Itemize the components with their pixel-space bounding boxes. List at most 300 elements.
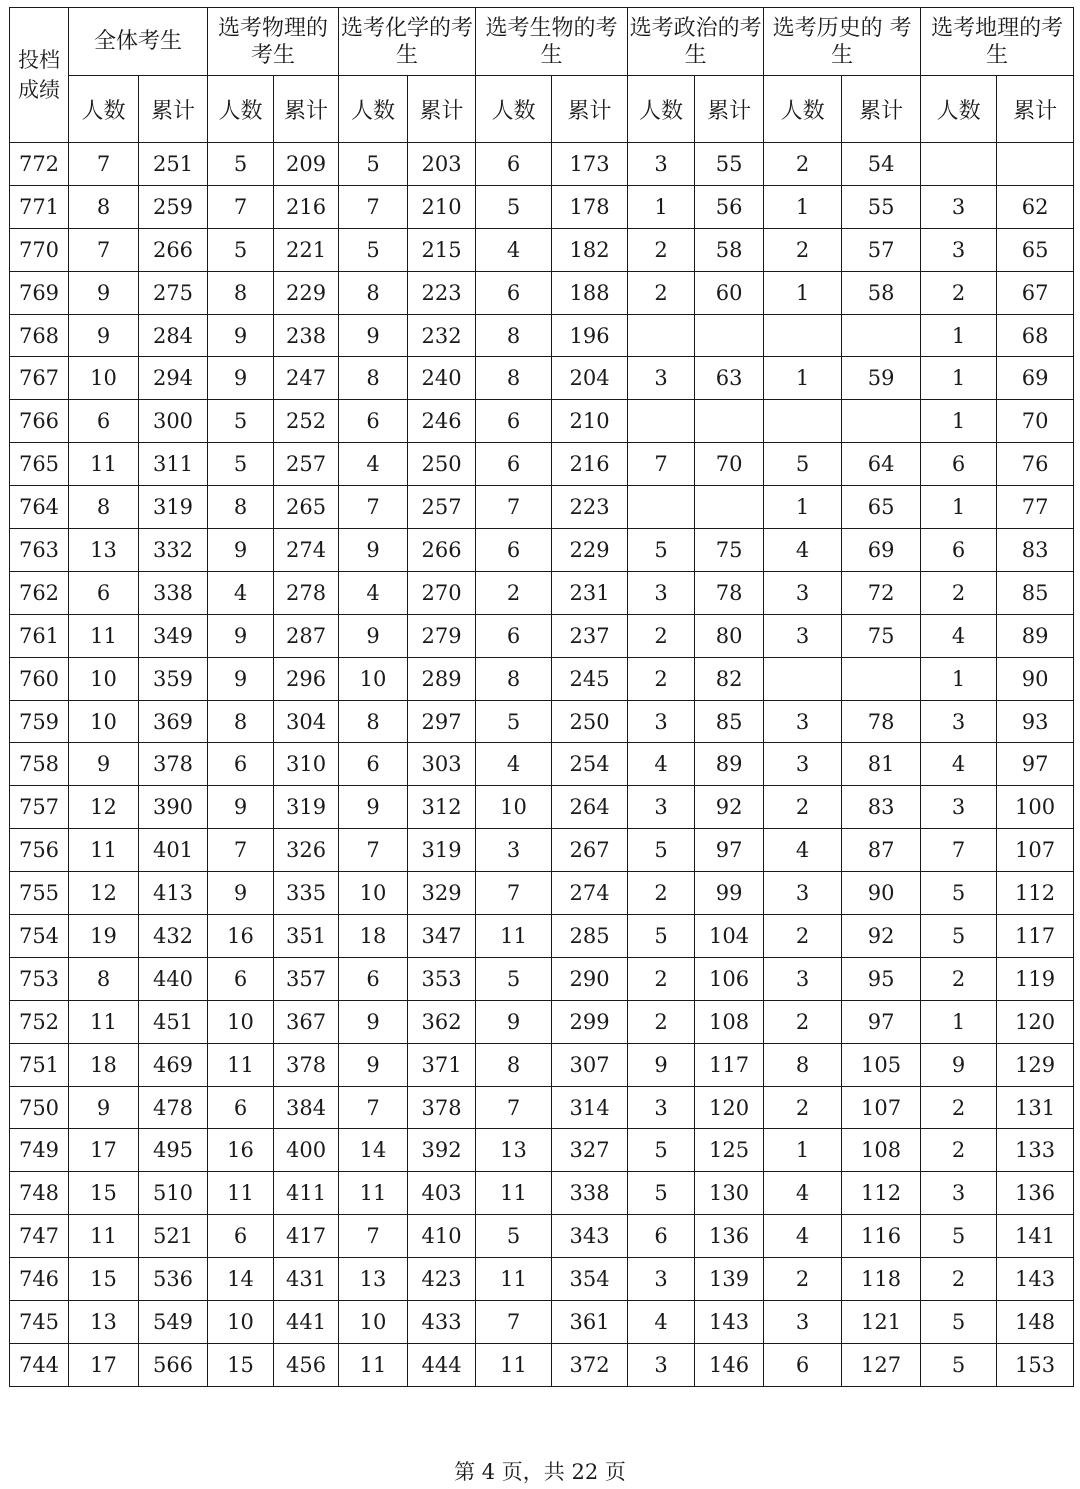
table-row xyxy=(10,1000,1074,1043)
count-cell: 7 xyxy=(339,829,408,872)
table-row xyxy=(10,786,1074,829)
cumulative-cell: 116 xyxy=(842,1215,921,1258)
count-cell: 11 xyxy=(476,1258,552,1301)
cumulative-cell: 303 xyxy=(408,743,476,786)
cumulative-cell: 329 xyxy=(408,872,476,915)
cumulative-header: 累计 xyxy=(408,76,476,143)
cumulative-header: 累计 xyxy=(552,76,628,143)
cumulative-cell: 310 xyxy=(274,743,339,786)
cumulative-cell: 270 xyxy=(408,571,476,614)
cumulative-cell: 432 xyxy=(139,915,208,958)
score-cell: 768 xyxy=(10,314,69,357)
count-cell: 9 xyxy=(208,529,274,572)
count-cell: 11 xyxy=(476,915,552,958)
count-cell: 5 xyxy=(208,143,274,186)
group-header-chemistry: 选考化学的考生 xyxy=(339,8,476,76)
cumulative-cell: 372 xyxy=(552,1343,628,1386)
count-cell: 2 xyxy=(628,614,695,657)
cumulative-cell: 70 xyxy=(997,400,1074,443)
cumulative-cell: 133 xyxy=(997,1129,1074,1172)
score-cell: 746 xyxy=(10,1258,69,1301)
cumulative-cell: 238 xyxy=(274,314,339,357)
cumulative-cell: 278 xyxy=(274,571,339,614)
cumulative-cell: 451 xyxy=(139,1000,208,1043)
count-cell: 5 xyxy=(339,228,408,271)
cumulative-cell: 357 xyxy=(274,957,339,1000)
count-cell: 13 xyxy=(69,1301,139,1344)
score-cell: 750 xyxy=(10,1086,69,1129)
group-header-biology: 选考生物的考生 xyxy=(476,8,628,76)
score-cell: 760 xyxy=(10,657,69,700)
cumulative-cell: 131 xyxy=(997,1086,1074,1129)
cumulative-cell: 215 xyxy=(408,228,476,271)
count-cell: 7 xyxy=(208,829,274,872)
cumulative-cell: 294 xyxy=(139,357,208,400)
cumulative-cell: 97 xyxy=(695,829,764,872)
count-cell: 5 xyxy=(921,1343,997,1386)
cumulative-cell: 221 xyxy=(274,228,339,271)
cumulative-cell: 87 xyxy=(842,829,921,872)
cumulative-cell: 347 xyxy=(408,915,476,958)
count-cell: 6 xyxy=(476,143,552,186)
cumulative-cell: 75 xyxy=(842,614,921,657)
table-row xyxy=(10,357,1074,400)
count-cell: 14 xyxy=(339,1129,408,1172)
count-cell: 4 xyxy=(476,228,552,271)
cumulative-cell xyxy=(842,657,921,700)
count-cell: 4 xyxy=(339,571,408,614)
cumulative-cell: 566 xyxy=(139,1343,208,1386)
table-row xyxy=(10,185,1074,228)
count-cell: 10 xyxy=(69,657,139,700)
cumulative-cell: 478 xyxy=(139,1086,208,1129)
cumulative-cell: 72 xyxy=(842,571,921,614)
cumulative-cell: 254 xyxy=(552,743,628,786)
count-cell: 1 xyxy=(764,1129,842,1172)
cumulative-cell: 299 xyxy=(552,1000,628,1043)
count-cell: 1 xyxy=(764,185,842,228)
cumulative-cell: 349 xyxy=(139,614,208,657)
score-cell: 763 xyxy=(10,529,69,572)
cumulative-cell: 444 xyxy=(408,1343,476,1386)
score-cell: 769 xyxy=(10,271,69,314)
cumulative-cell: 274 xyxy=(552,872,628,915)
count-cell: 9 xyxy=(476,1000,552,1043)
cumulative-cell: 240 xyxy=(408,357,476,400)
count-cell: 5 xyxy=(628,915,695,958)
cumulative-cell: 76 xyxy=(997,443,1074,486)
cumulative-cell: 106 xyxy=(695,957,764,1000)
cumulative-cell xyxy=(997,143,1074,186)
cumulative-cell: 57 xyxy=(842,228,921,271)
table-row xyxy=(10,143,1074,186)
count-cell: 2 xyxy=(628,1000,695,1043)
count-cell: 5 xyxy=(476,700,552,743)
count-cell: 6 xyxy=(208,957,274,1000)
cumulative-cell: 130 xyxy=(695,1172,764,1215)
count-cell: 6 xyxy=(764,1343,842,1386)
count-cell: 8 xyxy=(476,657,552,700)
cumulative-cell: 495 xyxy=(139,1129,208,1172)
count-cell: 6 xyxy=(208,1215,274,1258)
count-cell: 1 xyxy=(764,486,842,529)
count-cell: 3 xyxy=(628,143,695,186)
cumulative-cell: 64 xyxy=(842,443,921,486)
count-cell: 6 xyxy=(476,400,552,443)
count-cell: 10 xyxy=(69,700,139,743)
cumulative-cell: 108 xyxy=(695,1000,764,1043)
cumulative-cell: 403 xyxy=(408,1172,476,1215)
cumulative-cell: 456 xyxy=(274,1343,339,1386)
cumulative-cell: 413 xyxy=(139,872,208,915)
cumulative-cell: 129 xyxy=(997,1043,1074,1086)
cumulative-cell: 259 xyxy=(139,185,208,228)
score-cell: 772 xyxy=(10,143,69,186)
score-cell: 756 xyxy=(10,829,69,872)
count-cell: 7 xyxy=(208,185,274,228)
cumulative-cell: 65 xyxy=(997,228,1074,271)
cumulative-cell: 112 xyxy=(997,872,1074,915)
cumulative-cell: 153 xyxy=(997,1343,1074,1386)
cumulative-header: 累计 xyxy=(274,76,339,143)
cumulative-cell: 100 xyxy=(997,786,1074,829)
table-row xyxy=(10,443,1074,486)
count-cell: 2 xyxy=(764,1000,842,1043)
cumulative-cell: 97 xyxy=(997,743,1074,786)
cumulative-cell: 410 xyxy=(408,1215,476,1258)
cumulative-cell: 264 xyxy=(552,786,628,829)
table-row xyxy=(10,743,1074,786)
count-cell: 10 xyxy=(476,786,552,829)
score-cell: 764 xyxy=(10,486,69,529)
count-cell: 6 xyxy=(921,443,997,486)
count-cell: 1 xyxy=(764,271,842,314)
cumulative-cell: 99 xyxy=(695,872,764,915)
count-cell: 2 xyxy=(764,1258,842,1301)
score-cell: 744 xyxy=(10,1343,69,1386)
cumulative-cell: 327 xyxy=(552,1129,628,1172)
count-cell: 17 xyxy=(69,1343,139,1386)
cumulative-cell: 304 xyxy=(274,700,339,743)
cumulative-cell: 82 xyxy=(695,657,764,700)
cumulative-cell: 58 xyxy=(842,271,921,314)
count-cell xyxy=(764,657,842,700)
count-header: 人数 xyxy=(628,76,695,143)
cumulative-cell: 118 xyxy=(842,1258,921,1301)
count-cell: 6 xyxy=(208,1086,274,1129)
count-cell: 9 xyxy=(339,1000,408,1043)
cumulative-cell: 83 xyxy=(997,529,1074,572)
count-cell: 7 xyxy=(339,1215,408,1258)
count-cell: 19 xyxy=(69,915,139,958)
cumulative-cell: 93 xyxy=(997,700,1074,743)
cumulative-cell: 68 xyxy=(997,314,1074,357)
count-cell: 1 xyxy=(628,185,695,228)
count-cell: 1 xyxy=(921,314,997,357)
count-cell: 9 xyxy=(69,1086,139,1129)
count-cell: 9 xyxy=(208,314,274,357)
count-cell: 1 xyxy=(921,400,997,443)
count-cell: 4 xyxy=(921,743,997,786)
count-cell: 16 xyxy=(208,915,274,958)
count-cell: 2 xyxy=(764,228,842,271)
cumulative-cell: 251 xyxy=(139,143,208,186)
cumulative-cell: 204 xyxy=(552,357,628,400)
count-cell: 6 xyxy=(208,743,274,786)
cumulative-cell: 178 xyxy=(552,185,628,228)
count-cell: 2 xyxy=(764,915,842,958)
count-cell: 7 xyxy=(476,486,552,529)
count-cell: 8 xyxy=(69,486,139,529)
group-header-physics: 选考物理的考生 xyxy=(208,8,339,76)
count-cell: 11 xyxy=(476,1343,552,1386)
score-distribution-table xyxy=(9,7,1074,1387)
cumulative-cell: 362 xyxy=(408,1000,476,1043)
count-cell: 5 xyxy=(921,915,997,958)
cumulative-cell: 384 xyxy=(274,1086,339,1129)
group-header-politics: 选考政治的考生 xyxy=(628,8,764,76)
table-row xyxy=(10,957,1074,1000)
table-row xyxy=(10,872,1074,915)
cumulative-cell: 371 xyxy=(408,1043,476,1086)
count-cell: 11 xyxy=(339,1343,408,1386)
cumulative-cell: 63 xyxy=(695,357,764,400)
count-cell: 4 xyxy=(476,743,552,786)
cumulative-cell: 69 xyxy=(997,357,1074,400)
cumulative-cell: 216 xyxy=(274,185,339,228)
cumulative-cell: 117 xyxy=(695,1043,764,1086)
cumulative-cell: 78 xyxy=(695,571,764,614)
count-cell: 3 xyxy=(921,185,997,228)
cumulative-cell: 297 xyxy=(408,700,476,743)
cumulative-header: 累计 xyxy=(997,76,1074,143)
count-cell: 13 xyxy=(476,1129,552,1172)
cumulative-cell: 335 xyxy=(274,872,339,915)
cumulative-cell: 112 xyxy=(842,1172,921,1215)
cumulative-cell: 107 xyxy=(842,1086,921,1129)
score-cell: 757 xyxy=(10,786,69,829)
score-cell: 751 xyxy=(10,1043,69,1086)
score-cell: 762 xyxy=(10,571,69,614)
count-cell: 10 xyxy=(339,1301,408,1344)
cumulative-cell: 70 xyxy=(695,443,764,486)
cumulative-cell: 296 xyxy=(274,657,339,700)
cumulative-cell: 441 xyxy=(274,1301,339,1344)
cumulative-cell xyxy=(842,400,921,443)
count-cell: 4 xyxy=(339,443,408,486)
cumulative-cell: 146 xyxy=(695,1343,764,1386)
cumulative-cell: 81 xyxy=(842,743,921,786)
count-cell xyxy=(764,400,842,443)
cumulative-cell: 521 xyxy=(139,1215,208,1258)
table-row xyxy=(10,915,1074,958)
cumulative-cell: 54 xyxy=(842,143,921,186)
cumulative-cell: 353 xyxy=(408,957,476,1000)
count-cell: 7 xyxy=(339,486,408,529)
count-cell: 6 xyxy=(476,529,552,572)
cumulative-cell: 141 xyxy=(997,1215,1074,1258)
count-cell xyxy=(921,143,997,186)
count-cell: 8 xyxy=(339,271,408,314)
score-cell: 745 xyxy=(10,1301,69,1344)
cumulative-cell: 247 xyxy=(274,357,339,400)
count-cell: 8 xyxy=(476,357,552,400)
cumulative-cell: 210 xyxy=(408,185,476,228)
table-row xyxy=(10,1172,1074,1215)
cumulative-cell: 469 xyxy=(139,1043,208,1086)
group-header-geography: 选考地理的考生 xyxy=(921,8,1074,76)
cumulative-cell: 67 xyxy=(997,271,1074,314)
cumulative-cell: 275 xyxy=(139,271,208,314)
cumulative-cell: 143 xyxy=(997,1258,1074,1301)
count-cell: 6 xyxy=(339,743,408,786)
count-cell: 9 xyxy=(628,1043,695,1086)
count-header: 人数 xyxy=(476,76,552,143)
count-cell: 3 xyxy=(764,957,842,1000)
cumulative-cell: 338 xyxy=(139,571,208,614)
cumulative-cell: 279 xyxy=(408,614,476,657)
cumulative-cell: 196 xyxy=(552,314,628,357)
count-cell: 2 xyxy=(476,571,552,614)
count-cell: 10 xyxy=(339,872,408,915)
count-cell: 2 xyxy=(921,1086,997,1129)
count-cell: 4 xyxy=(208,571,274,614)
count-cell: 2 xyxy=(921,1129,997,1172)
count-cell: 17 xyxy=(69,1129,139,1172)
cumulative-cell: 287 xyxy=(274,614,339,657)
cumulative-cell: 89 xyxy=(997,614,1074,657)
count-cell: 4 xyxy=(628,743,695,786)
cumulative-cell: 108 xyxy=(842,1129,921,1172)
cumulative-cell: 55 xyxy=(842,185,921,228)
count-cell: 6 xyxy=(628,1215,695,1258)
count-cell: 2 xyxy=(628,657,695,700)
count-cell: 5 xyxy=(628,1172,695,1215)
score-cell: 767 xyxy=(10,357,69,400)
count-cell: 18 xyxy=(69,1043,139,1086)
score-cell: 748 xyxy=(10,1172,69,1215)
cumulative-cell: 119 xyxy=(997,957,1074,1000)
cumulative-cell: 80 xyxy=(695,614,764,657)
cumulative-cell: 338 xyxy=(552,1172,628,1215)
cumulative-cell: 411 xyxy=(274,1172,339,1215)
count-header: 人数 xyxy=(764,76,842,143)
count-cell: 13 xyxy=(339,1258,408,1301)
cumulative-cell: 92 xyxy=(695,786,764,829)
cumulative-cell: 69 xyxy=(842,529,921,572)
count-cell: 3 xyxy=(628,1343,695,1386)
cumulative-cell: 85 xyxy=(695,700,764,743)
count-cell: 11 xyxy=(69,1215,139,1258)
cumulative-cell: 143 xyxy=(695,1301,764,1344)
count-cell: 7 xyxy=(921,829,997,872)
score-cell: 761 xyxy=(10,614,69,657)
cumulative-cell: 56 xyxy=(695,185,764,228)
group-header-all: 全体考生 xyxy=(69,8,208,76)
cumulative-cell: 312 xyxy=(408,786,476,829)
count-cell: 5 xyxy=(208,400,274,443)
count-cell: 6 xyxy=(69,400,139,443)
count-cell: 2 xyxy=(764,143,842,186)
count-cell: 8 xyxy=(476,1043,552,1086)
cumulative-cell: 423 xyxy=(408,1258,476,1301)
count-cell: 5 xyxy=(628,829,695,872)
cumulative-cell: 250 xyxy=(552,700,628,743)
count-cell: 4 xyxy=(628,1301,695,1344)
count-cell: 3 xyxy=(921,1172,997,1215)
cumulative-cell: 332 xyxy=(139,529,208,572)
table-row xyxy=(10,1086,1074,1129)
cumulative-cell: 359 xyxy=(139,657,208,700)
cumulative-cell: 232 xyxy=(408,314,476,357)
table-row xyxy=(10,228,1074,271)
table-row xyxy=(10,700,1074,743)
table-row xyxy=(10,1301,1074,1344)
cumulative-cell: 229 xyxy=(274,271,339,314)
count-cell: 5 xyxy=(764,443,842,486)
table-row xyxy=(10,614,1074,657)
count-cell: 5 xyxy=(476,185,552,228)
count-cell: 6 xyxy=(339,400,408,443)
cumulative-cell xyxy=(842,314,921,357)
cumulative-cell: 400 xyxy=(274,1129,339,1172)
cumulative-cell: 285 xyxy=(552,915,628,958)
count-cell: 8 xyxy=(69,185,139,228)
count-cell: 7 xyxy=(339,1086,408,1129)
cumulative-cell: 139 xyxy=(695,1258,764,1301)
cumulative-cell: 237 xyxy=(552,614,628,657)
count-cell: 9 xyxy=(69,271,139,314)
cumulative-cell: 265 xyxy=(274,486,339,529)
count-cell: 9 xyxy=(69,314,139,357)
count-cell: 8 xyxy=(208,271,274,314)
cumulative-cell: 95 xyxy=(842,957,921,1000)
count-cell: 2 xyxy=(921,1258,997,1301)
count-cell: 18 xyxy=(339,915,408,958)
cumulative-cell: 216 xyxy=(552,443,628,486)
count-cell: 11 xyxy=(476,1172,552,1215)
cumulative-cell: 266 xyxy=(139,228,208,271)
table-row xyxy=(10,1043,1074,1086)
table-row xyxy=(10,1343,1074,1386)
cumulative-cell: 289 xyxy=(408,657,476,700)
count-cell: 1 xyxy=(921,657,997,700)
count-header: 人数 xyxy=(339,76,408,143)
table-row xyxy=(10,271,1074,314)
cumulative-cell: 107 xyxy=(997,829,1074,872)
table-row xyxy=(10,486,1074,529)
cumulative-cell: 290 xyxy=(552,957,628,1000)
cumulative-cell: 55 xyxy=(695,143,764,186)
count-cell: 12 xyxy=(69,872,139,915)
cumulative-cell: 60 xyxy=(695,271,764,314)
count-cell: 7 xyxy=(476,1301,552,1344)
cumulative-cell: 267 xyxy=(552,829,628,872)
count-cell: 3 xyxy=(628,357,695,400)
score-cell: 752 xyxy=(10,1000,69,1043)
count-cell: 9 xyxy=(921,1043,997,1086)
group-header-history: 选考历史的 考生 xyxy=(764,8,921,76)
score-cell: 770 xyxy=(10,228,69,271)
cumulative-cell: 319 xyxy=(408,829,476,872)
cumulative-cell: 90 xyxy=(842,872,921,915)
cumulative-cell: 209 xyxy=(274,143,339,186)
count-cell: 11 xyxy=(69,614,139,657)
score-cell: 765 xyxy=(10,443,69,486)
count-cell: 1 xyxy=(921,357,997,400)
count-cell: 9 xyxy=(208,657,274,700)
cumulative-cell: 121 xyxy=(842,1301,921,1344)
